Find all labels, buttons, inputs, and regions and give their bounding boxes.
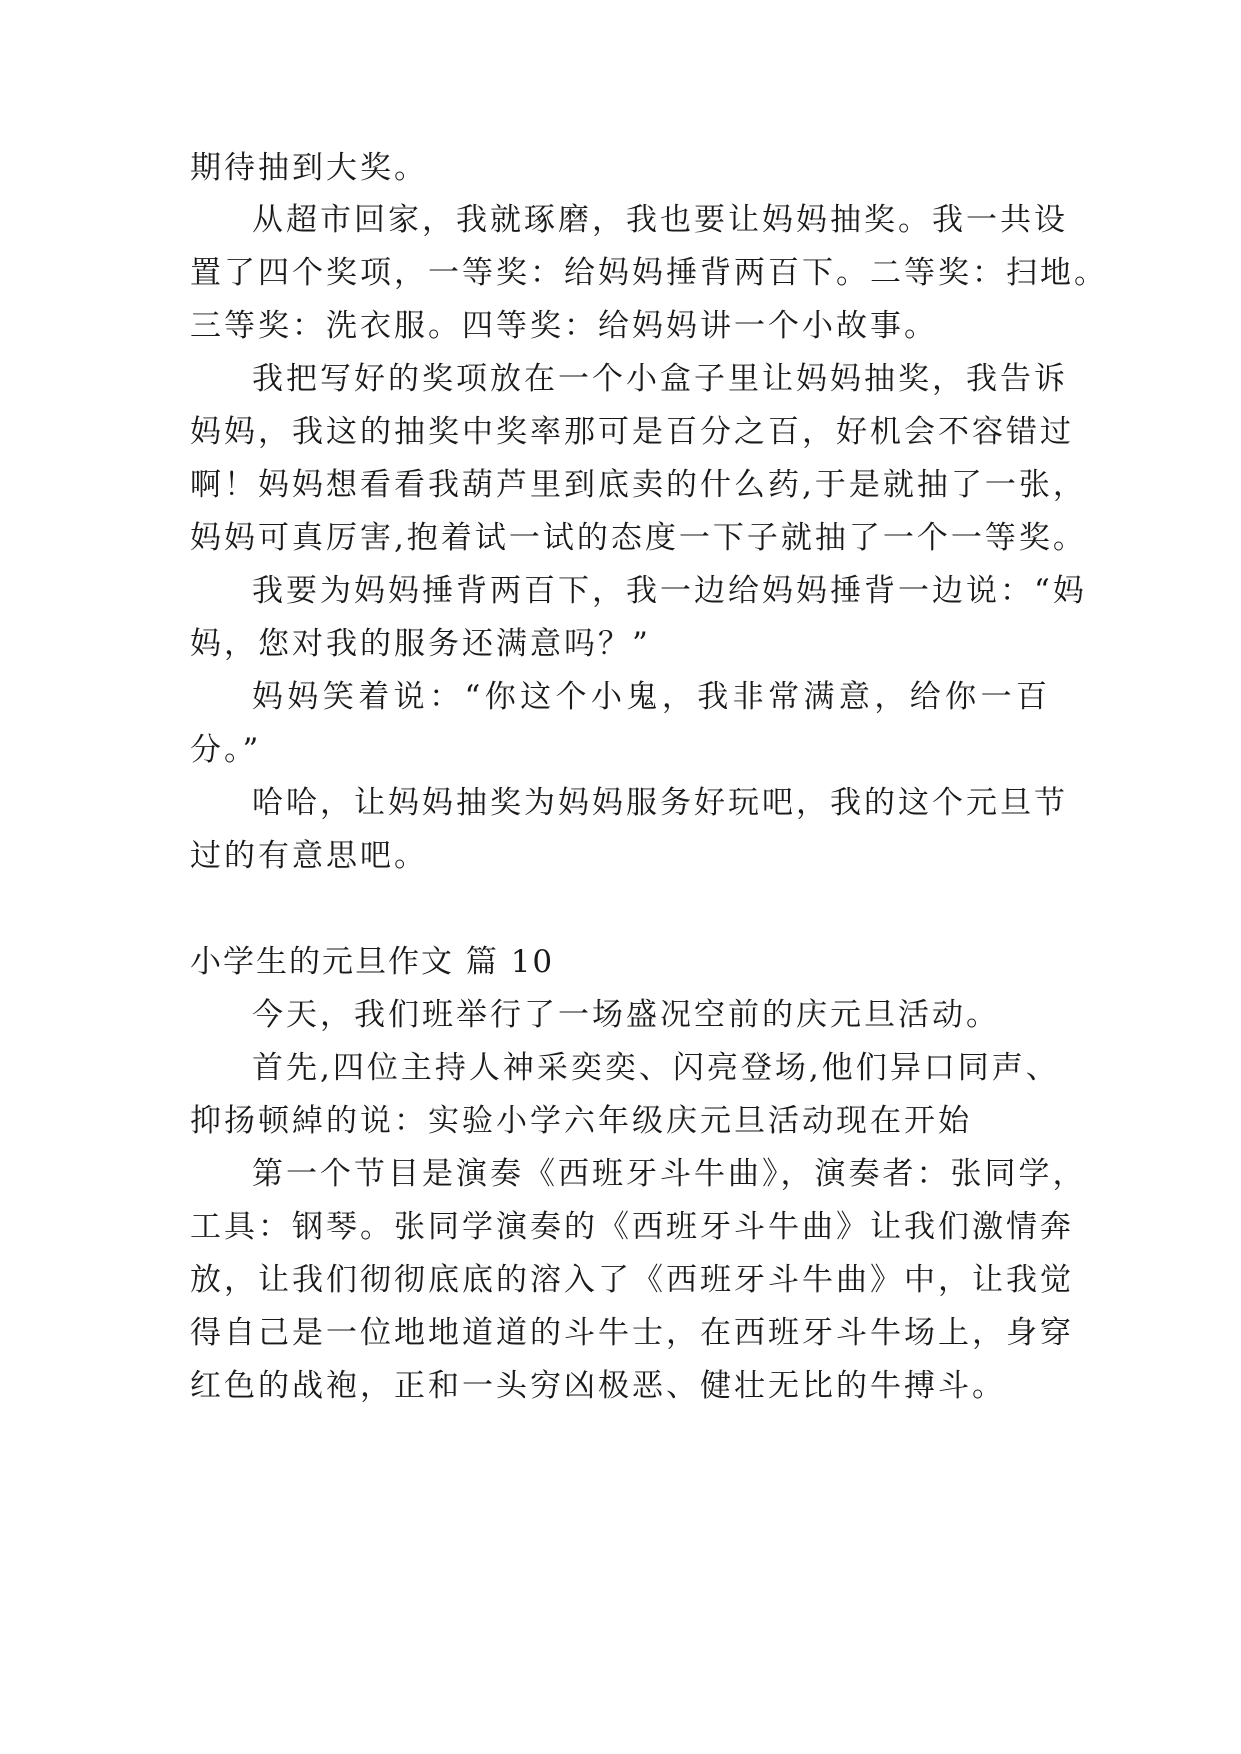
text-line: 分。” xyxy=(190,732,262,768)
text-line: 从超市回家，我就琢磨，我也要让妈妈抽奖。我一共设 xyxy=(252,202,1068,238)
text-line: 三等奖：洗衣服。四等奖：给妈妈讲一个小故事。 xyxy=(190,308,938,344)
text-line: 妈，您对我的服务还满意吗？” xyxy=(190,626,651,662)
text-line: 啊！妈妈想看看我葫芦里到底卖的什么药,于是就抽了一张， xyxy=(190,467,1087,503)
text-line: 期待抽到大奖。 xyxy=(190,150,428,186)
text-line: 红色的战袍，正和一头穷凶极恶、健壮无比的牛搏斗。 xyxy=(190,1368,1006,1404)
text-line: 得自己是一位地地道道的斗牛士，在西班牙斗牛场上，身穿 xyxy=(190,1315,1074,1351)
text-line: 妈妈，我这的抽奖中奖率那可是百分之百，好机会不容错过 xyxy=(190,414,1074,450)
text-line: 今天，我们班举行了一场盛况空前的庆元旦活动。 xyxy=(252,997,1000,1033)
text-line: 第一个节目是演奏《西班牙斗牛曲》，演奏者：张同学， xyxy=(252,1156,1087,1192)
text-line: 妈妈笑着说：“你这个小鬼，我非常满意，给你一百 xyxy=(252,679,1050,715)
section-heading: 小学生的元旦作文 篇 10 xyxy=(190,944,555,980)
text-line: 抑扬顿綽的说：实验小学六年级庆元旦活动现在开始 xyxy=(190,1103,972,1139)
text-line: 置了四个奖项，一等奖：给妈妈捶背两百下。二等奖：扫地。 xyxy=(190,255,1108,291)
text-line: 首先,四位主持人神采奕奕、闪亮登场,他们异口同声、 xyxy=(252,1050,1060,1086)
text-line: 妈妈可真厉害,抱着试一试的态度一下子就抽了一个一等奖。 xyxy=(190,520,1087,556)
text-line: 工具：钢琴。张同学演奏的《西班牙斗牛曲》让我们激情奔 xyxy=(190,1209,1074,1245)
text-line: 过的有意思吧。 xyxy=(190,838,428,874)
text-line: 哈哈，让妈妈抽奖为妈妈服务好玩吧，我的这个元旦节 xyxy=(252,785,1068,821)
text-line: 我把写好的奖项放在一个小盒子里让妈妈抽奖，我告诉 xyxy=(252,361,1068,397)
text-line: 放，让我们彻彻底底的溶入了《西班牙斗牛曲》中，让我觉 xyxy=(190,1262,1074,1298)
text-line: 我要为妈妈捶背两百下，我一边给妈妈捶背一边说：“妈 xyxy=(252,573,1087,609)
